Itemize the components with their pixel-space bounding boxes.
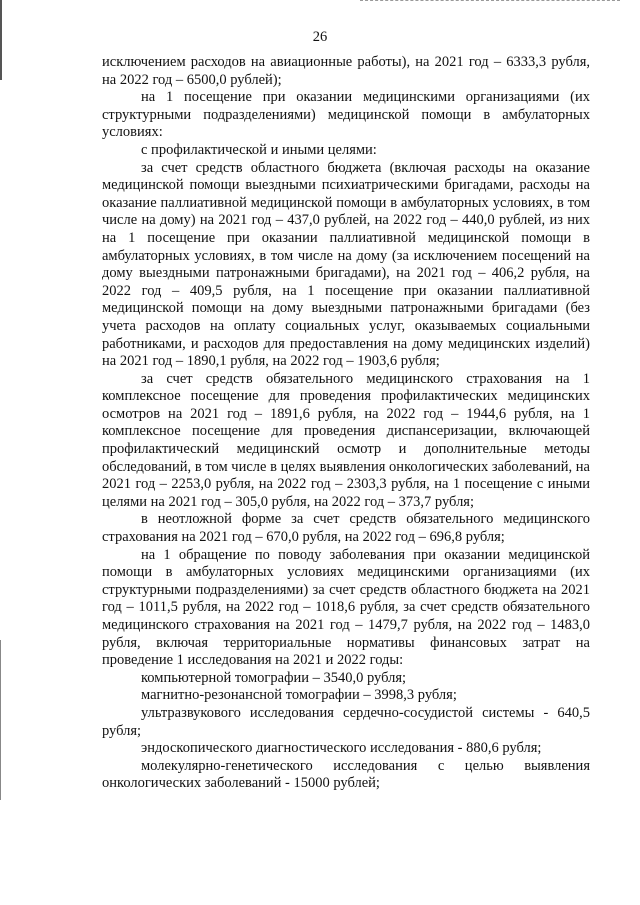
paragraph: эндоскопического диагностического исследования - 880,6 рубля;	[141, 740, 542, 757]
scan-edge-mark-lower	[0, 640, 9, 800]
paragraph-continuation: исключением расходов на авиационные работы), на 2021 год – 6333,3 рубля, на 2022 год – 6500,0 рублей);	[102, 54, 590, 88]
paragraph: компьютерной томографии – 3540,0 рубля;	[141, 669, 407, 686]
paragraph: на 1 обращение по поводу заболевания при оказании медицинской помощи в амбулаторных условиях медицинскими организациями (их структурными подразделениями) за счет средств областного бюджета на 2021 год – 1011,5 рубля, на 2022 год – 1018,6 рубля, за счет средств обязательного медицинского страхования на 2021 год – 1479,7 рубля, на 2022 год – 1483,0 рубля, включая территориальные нормативы финансовых затрат на проведение 1 исследования на 2021 и 2022 годы:	[102, 546, 590, 669]
paragraph: с профилактической и иными целями:	[141, 141, 377, 158]
paragraph: за счет средств обязательного медицинского страхования на 1 комплексное посещение для проведения профилактических медицинских осмотров на 2021 год – 1891,6 рубля, на 2022 год – 1944,6 рубля, на 1 комплексное посещение для проведения диспансеризации, включающей профилактический медицинский осмотр и дополнительные методы обследований, в том числе в целях выявления онкологических заболеваний, на 2021 год – 2253,0 рубля, на 2022 год – 2303,3 рубля, на 1 посещение с иными целями на 2021 год – 305,0 рубля, на 2022 год – 373,7 рубля;	[102, 370, 590, 510]
paragraph: молекулярно-генетического исследования с целью выявления онкологических заболеваний - 15000 рублей;	[102, 757, 590, 792]
scan-top-dash	[360, 0, 620, 3]
paragraph: ультразвукового исследования сердечно-сосудистой системы - 640,5 рубля;	[102, 704, 590, 739]
page-number: 26	[312, 29, 328, 45]
document-body	[102, 54, 590, 793]
paragraph: на 1 посещение при оказании медицинскими организациями (их структурными подразделениями) медицинской помощи в амбулаторных условиях:	[102, 89, 590, 141]
paragraph: в неотложной форме за счет средств обязательного медицинского страхования на 2021 год – 670,0 рубля, на 2022 год – 696,8 рубля;	[102, 511, 590, 546]
paragraph: за счет средств областного бюджета (включая расходы на оказание медицинской помощи выездными психиатрическими бригадами, расходы на оказание паллиативной медицинской помощи в амбулаторных условиях, в том числе на дому) на 2021 год – 437,0 рублей, на 2022 год – 440,0 рублей, из них на 1 посещение при оказании паллиативной медицинской помощи в амбулаторных условиях, в том числе на дому (за исключением посещений на дому выездными патронажными бригадами), на 2021 год – 406,2 рубля, на 2022 год – 409,5 рубля, на 1 посещение при оказании паллиативной медицинской помощи на дому выездными патронажными бригадами (без учета расходов на оплату социальных услуг, оказываемых социальными работниками, и расходов для предоставления на дому медицинских изделий) на 2021 год – 1890,1 рубля, на 2022 год – 1903,6 рубля;	[102, 159, 590, 370]
paragraph: магнитно-резонансной томографии – 3998,3 рубля;	[141, 687, 457, 704]
